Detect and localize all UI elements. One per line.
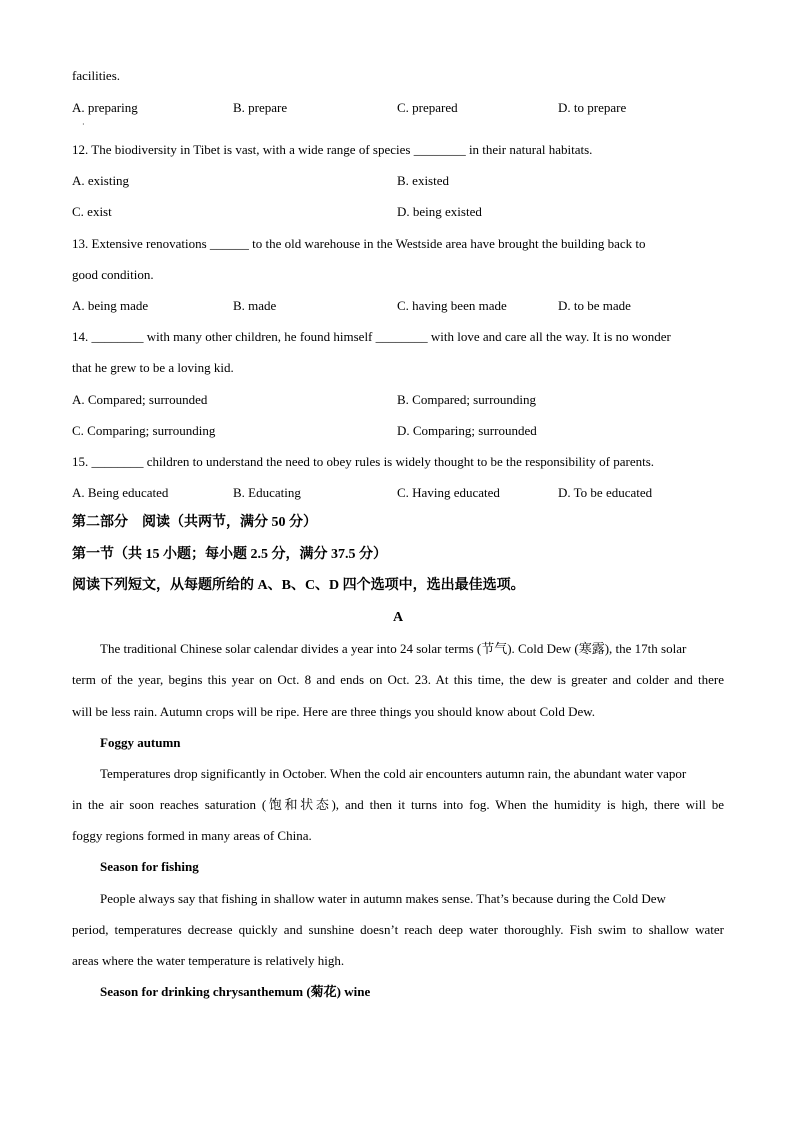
section1-title: 第一节（共 15 小题；每小题 2.5 分，满分 37.5 分）: [72, 547, 387, 562]
q15-option-a: A. Being educated: [72, 485, 169, 500]
part2-title: 第二部分 阅读（共两节，满分 50 分）: [72, 515, 317, 530]
q13-option-d: D. to be made: [558, 298, 631, 313]
q14-option-c: C. Comparing; surrounding: [72, 423, 216, 438]
stray-dot-mark: ·: [82, 120, 85, 129]
reading-instruction: 阅读下列短文，从每题所给的 A、B、C、D 四个选项中，选出最佳选项。: [72, 578, 525, 593]
passage-p1-line3: will be less rain. Autumn crops will be ripe. Here are three things you should know about Cold Dew.: [72, 704, 596, 719]
q14-option-a: A. Compared; surrounded: [72, 392, 208, 407]
q12-option-d: D. being existed: [397, 204, 482, 219]
passage-p1-line2: term of the year, begins this year on Oct. 8 and ends on Oct. 23. At this time, the dew is greater and colder and there: [72, 672, 724, 687]
q13-stem-line2: good condition.: [72, 267, 154, 282]
q11-option-b: B. prepare: [233, 100, 288, 115]
passage-heading-season-fishing: Season for fishing: [100, 859, 199, 874]
q15-option-d: D. To be educated: [558, 485, 653, 500]
q15-option-b: B. Educating: [233, 485, 301, 500]
q13-stem-line1: 13. Extensive renovations ______ to the old warehouse in the Westside area have brought the building back to: [72, 236, 646, 251]
q13-option-a: A. being made: [72, 298, 149, 313]
q12-option-a: A. existing: [72, 173, 130, 188]
q12-option-b: B. existed: [397, 173, 449, 188]
passage-p2-line2: in the air soon reaches saturation (饱和状态), and then it turns into fog. When the humidity is high, there will be: [72, 797, 724, 812]
q11-option-c: C. prepared: [397, 100, 458, 115]
passage-p3-line1: People always say that fishing in shallow water in autumn makes sense. That’s because during the Cold Dew: [100, 891, 666, 906]
q11-option-d: D. to prepare: [558, 100, 627, 115]
passage-p2-line1: Temperatures drop significantly in October. When the cold air encounters autumn rain, the abundant water vapor: [100, 766, 687, 781]
q12-stem: 12. The biodiversity in Tibet is vast, with a wide range of species ________ in their natural habitats.: [72, 142, 593, 157]
passage-label: A: [392, 610, 404, 625]
q13-option-c: C. having been made: [397, 298, 507, 313]
q14-option-d: D. Comparing; surrounded: [397, 423, 537, 438]
q15-option-c: C. Having educated: [397, 485, 500, 500]
q14-stem-line1: 14. ________ with many other children, he found himself ________ with love and care all the way. It is no wonder: [72, 329, 671, 344]
previous-question-tail: facilities.: [72, 68, 121, 83]
q13-option-b: B. made: [233, 298, 277, 313]
passage-heading-chrysanthemum-wine: Season for drinking chrysanthemum (菊花) wine: [100, 984, 371, 999]
q12-option-c: C. exist: [72, 204, 112, 219]
passage-p2-line3: foggy regions formed in many areas of China.: [72, 828, 312, 843]
passage-p3-line3: areas where the water temperature is relatively high.: [72, 953, 345, 968]
passage-p1-line1: The traditional Chinese solar calendar divides a year into 24 solar terms (节气). Cold Dew (寒露), the 17th solar: [100, 641, 687, 656]
q11-option-a: A. preparing: [72, 100, 138, 115]
q14-option-b: B. Compared; surrounding: [397, 392, 537, 407]
passage-heading-foggy-autumn: Foggy autumn: [100, 735, 181, 750]
passage-p3-line2: period, temperatures decrease quickly and sunshine doesn’t reach deep water thoroughly. Fish swim to shallow water: [72, 922, 724, 937]
q15-stem: 15. ________ children to understand the need to obey rules is widely thought to be the responsibility of parents.: [72, 454, 655, 469]
q14-stem-line2: that he grew to be a loving kid.: [72, 360, 234, 375]
